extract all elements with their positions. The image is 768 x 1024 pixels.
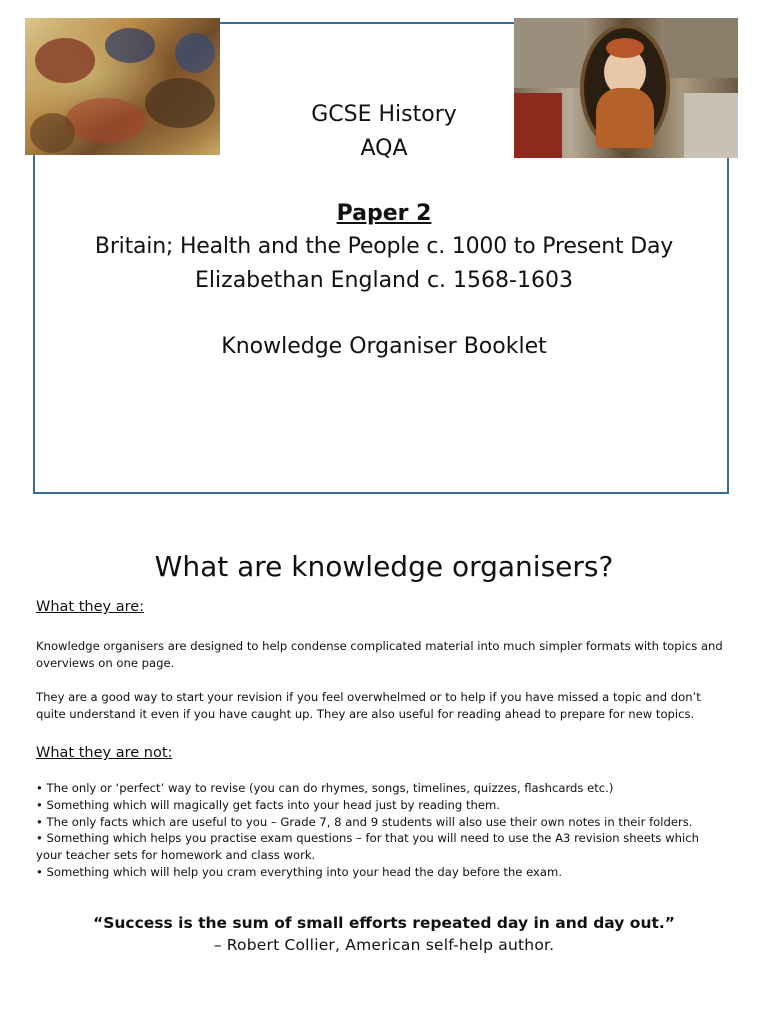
topic-elizabethan: Elizabethan England c. 1568-1603 bbox=[195, 268, 573, 293]
paragraph: They are a good way to start your revision if you feel overwhelmed or to help if you have missed a topic and don’t quite understand it even if you have caught up. They are also useful for reading ahead to prepare for new topics. bbox=[36, 690, 701, 721]
list-item: • Something which will help you cram everything into your head the day before the exam. bbox=[36, 864, 563, 879]
exam-board: AQA bbox=[360, 136, 408, 161]
booklet-title: Knowledge Organiser Booklet bbox=[221, 334, 547, 359]
what-they-are-heading: What they are: bbox=[36, 599, 145, 615]
list-item: • Something which will magically get facts into your head just by reading them. bbox=[36, 797, 500, 812]
section-heading: What are knowledge organisers? bbox=[154, 550, 614, 583]
list-item: • The only or ‘perfect’ way to revise (you can do rhymes, songs, timelines, quizzes, flashcards etc.) bbox=[36, 781, 614, 795]
quote-text: “Success is the sum of small efforts repeated day in and day out.” bbox=[93, 914, 675, 932]
paragraph: Knowledge organisers are designed to help condense complicated material into much simpler formats with topics and overviews on one page. bbox=[36, 639, 723, 670]
list-item: • The only facts which are useful to you – Grade 7, 8 and 9 students will also use their own notes in their folders. bbox=[36, 814, 693, 829]
what-they-are-not-list bbox=[36, 780, 726, 881]
topic-health: Britain; Health and the People c. 1000 to Present Day bbox=[94, 234, 674, 259]
battle-illustration bbox=[25, 18, 220, 155]
what-they-are-not-heading: What they are not: bbox=[36, 745, 173, 761]
list-item: • Something which helps you practise exam questions – for that you will need to use the A3 revision sheets which your teacher sets for homework and class work. bbox=[36, 831, 699, 863]
paper-title: Paper 2 bbox=[336, 201, 432, 226]
quote-attribution: – Robert Collier, American self-help author. bbox=[213, 936, 555, 954]
course-title: GCSE History bbox=[311, 102, 457, 127]
